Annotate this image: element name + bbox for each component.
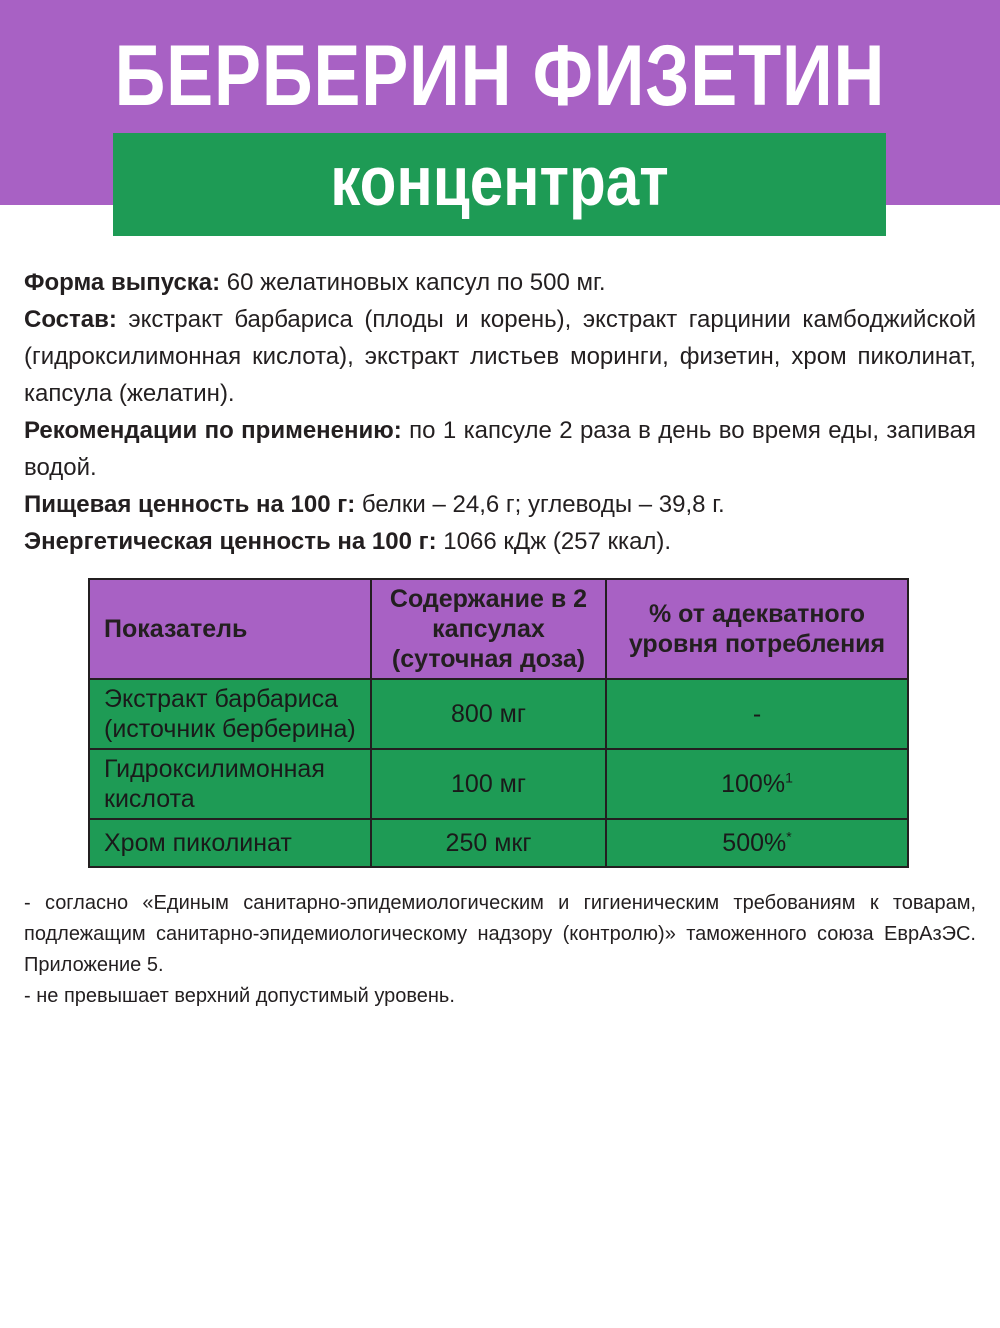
product-title: БЕРБЕРИН ФИЗЕТИН [114,28,886,124]
composition-value: экстракт барбариса (плоды и корень), экстракт гарцинии камбоджийской (гидроксилимонная кислота), экстракт листьев моринги, физетин, хром пиколинат, капсула (желатин). [24,306,976,407]
footnote-mark: * [786,828,792,845]
percent-value: - [752,700,762,728]
nutrition-label: Пищевая ценность на 100 г: [24,491,356,518]
row-percent [606,679,908,749]
row-amount: 800 мг [371,679,606,749]
energy-value: 1066 кДж (257 ккал). [436,528,672,555]
energy-label: Энергетическая ценность на 100 г: [24,528,437,555]
footnote-mark: 1 [785,769,793,786]
row-percent [606,819,908,867]
percent-value: 100% [721,770,786,798]
table-row [89,819,908,867]
nutrition-line [24,486,976,523]
row-amount: 250 мкг [371,819,606,867]
energy-line [24,523,976,560]
header-percent: % от адекватного уровня потребления [606,579,908,679]
product-info [24,264,976,560]
table-header-row [89,579,908,679]
usage-line [24,412,976,486]
row-amount: 100 мг [371,749,606,819]
row-name: Хром пиколинат [89,819,371,867]
header-indicator: Показатель [89,579,371,679]
usage-value: по 1 капсуле 2 раза в день во время еды, запивая водой. [24,417,976,481]
row-percent [606,749,908,819]
composition-line [24,301,976,412]
subtitle-box [113,133,886,236]
footnotes [24,888,976,1012]
percent-value: 500% [722,829,787,857]
composition-table [88,578,909,868]
header-amount: Содержание в 2 капсулах (суточная доза) [371,579,606,679]
nutrition-value: белки – 24,6 г; углеводы – 39,8 г. [355,491,725,518]
form-line [24,264,976,301]
form-label: Форма выпуска: [24,269,221,296]
footnote-1: - согласно «Единым санитарно-эпидемиологическим и гигиеническим требованиям к товарам, подлежащим санитарно-эпидемиологическому надзору (контролю)» таможенного союза ЕврАзЭС. Приложение 5. [24,892,976,976]
form-value: 60 желатиновых капсул по 500 мг. [220,269,606,296]
row-name: Гидроксилимонная кислота [89,749,371,819]
composition-label: Состав: [24,306,117,333]
row-name: Экстракт барбариса (источник берберина) [89,679,371,749]
footnote-2: - не превышает верхний допустимый уровень. [24,985,455,1007]
table-row [89,679,908,749]
product-subtitle: концентрат [330,142,669,220]
usage-label: Рекомендации по применению: [24,417,402,444]
table-row [89,749,908,819]
